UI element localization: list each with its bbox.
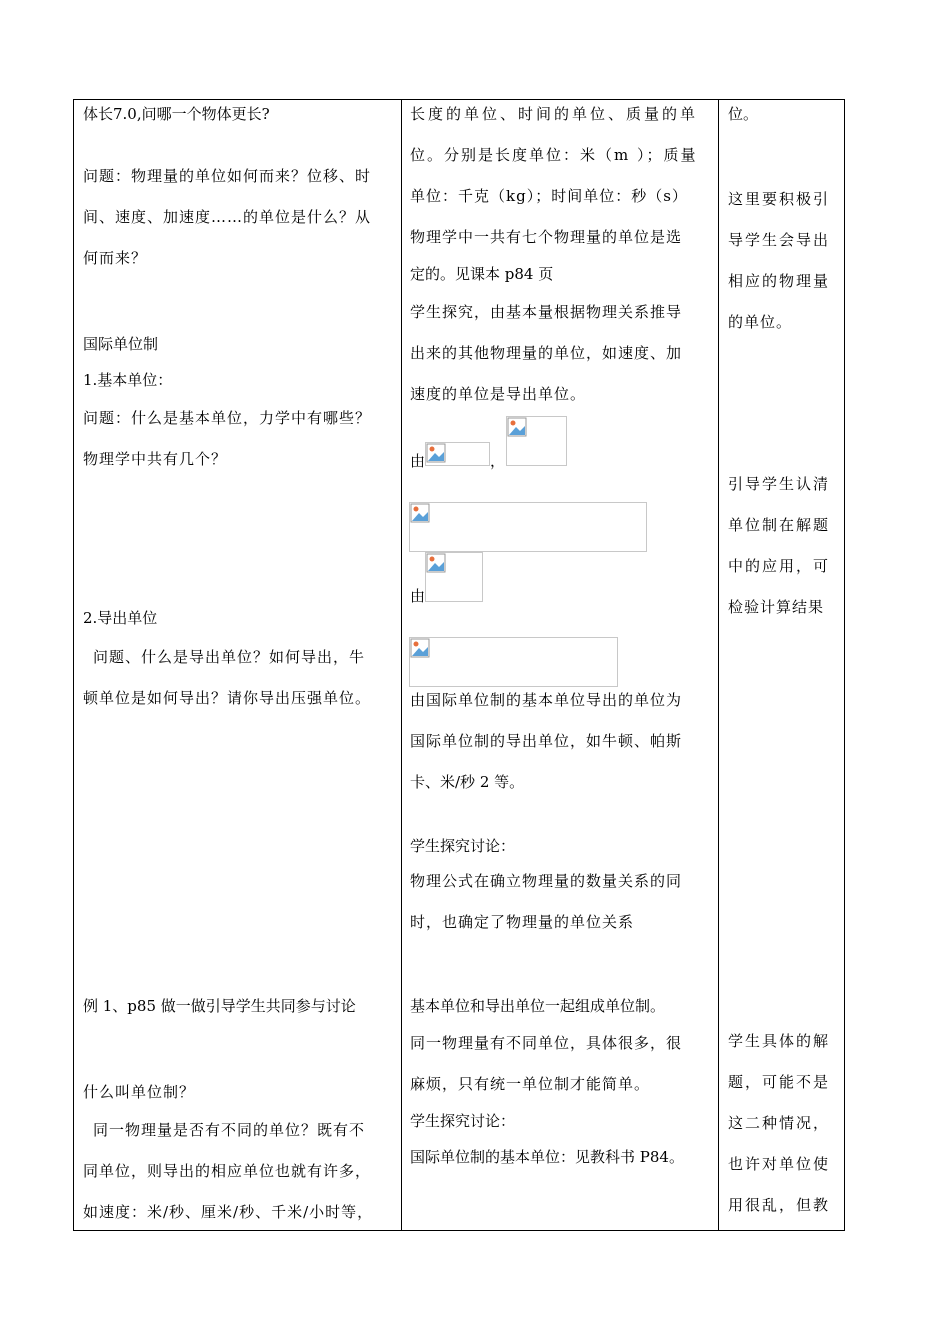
answer-text: 学生探究讨论： [410,837,516,855]
broken-image-icon [426,443,446,463]
broken-image-icon [507,417,527,437]
answer-text: 物理学中一共有七个物理量的单位是选 [410,228,683,246]
answer-text: 定的。见课本 p84 页 [410,265,554,283]
answer-text: 由国际单位制的基本单位导出的单位为 [410,691,683,709]
answer-text: 同一物理量有不同单位，具体很多，很 [410,1034,683,1052]
answer-text: 物理公式在确立物理量的数量关系的同 [410,872,683,890]
question-text: 如速度：米/秒、厘米/秒、千米/小时等， [83,1203,374,1221]
section-heading: 2.导出单位 [83,609,158,627]
answer-text: 由 [410,587,426,605]
note-text: 导学生会导出 [728,231,831,249]
answer-text: 卡、米/秒 2 等。 [410,773,525,791]
question-text: 同单位，则导出的相应单位也就有许多， [83,1162,372,1180]
formula-image [425,552,483,602]
column-divider [401,100,402,1230]
section-heading: 1.基本单位： [83,371,173,389]
answer-text: 学生探究，由基本量根据物理关系推导 [410,303,683,321]
question-text: 间、速度、加速度……的单位是什么？从 [83,208,372,226]
note-text: 也许对单位使 [728,1155,831,1173]
note-text: 相应的物理量 [728,272,831,290]
note-text: 这里要积极引 [728,190,831,208]
answer-text: 出来的其他物理量的单位，如速度、加 [410,344,683,362]
answer-text: 由 [410,452,426,470]
question-text: 同一物理量是否有不同的单位？既有不 [93,1121,366,1139]
note-text: 题，可能不是 [728,1073,831,1091]
answer-text: 国际单位制的基本单位：见教科书 P84。 [410,1148,684,1166]
text-line: 体长7.0,问哪一个物体更长? [83,105,270,123]
question-text: 问题：什么是基本单位，力学中有哪些？ [83,409,372,427]
note-text: 检验计算结果 [728,598,825,616]
answer-text: 位。分别是长度单位：米（m ）；质量 [410,146,698,164]
answer-text: 麻烦，只有统一单位制才能简单。 [410,1075,651,1093]
note-text: 单位制在解题 [728,516,831,534]
broken-image-icon [410,503,430,523]
note-text: 这二种情况， [728,1114,831,1132]
question-text: 顿单位是如何导出？请你导出压强单位。 [83,689,372,707]
question-text: 问题：物理量的单位如何而来？位移、时 [83,167,372,185]
note-text: 引导学生认清 [728,475,831,493]
answer-text: 基本单位和导出单位一起组成单位制。 [410,997,666,1015]
note-text: 用很乱，但教 [728,1196,831,1214]
answer-text: 学生探究讨论： [410,1112,516,1130]
question-text: 物理学中共有几个？ [83,450,228,468]
answer-text: 时，也确定了物理量的单位关系 [410,913,635,931]
formula-image [409,502,647,552]
question-text: 问题、什么是导出单位？如何导出，牛 [93,648,366,666]
example-text: 例 1、p85 做一做引导学生共同参与讨论 [83,997,356,1015]
note-text: 位。 [728,105,759,123]
answer-text: 国际单位制的导出单位，如牛顿、帕斯 [410,732,683,750]
answer-text: ， [490,452,506,470]
answer-text: 速度的单位是导出单位。 [410,385,587,403]
note-text: 的单位。 [728,313,793,331]
broken-image-icon [426,553,446,573]
formula-image [409,637,618,687]
question-text: 什么叫单位制？ [83,1083,196,1101]
formula-image [506,416,567,466]
broken-image-icon [410,638,430,658]
section-heading: 国际单位制 [83,335,159,353]
column-divider [718,100,719,1230]
question-text: 何而来？ [83,249,148,267]
note-text: 学生具体的解 [728,1032,831,1050]
answer-text: 长度的单位、时间的单位、质量的单 [410,105,699,123]
answer-text: 单位：千克（kg）；时间单位：秒（s） [410,187,688,205]
formula-image [425,442,490,466]
note-text: 中的应用，可 [728,557,831,575]
